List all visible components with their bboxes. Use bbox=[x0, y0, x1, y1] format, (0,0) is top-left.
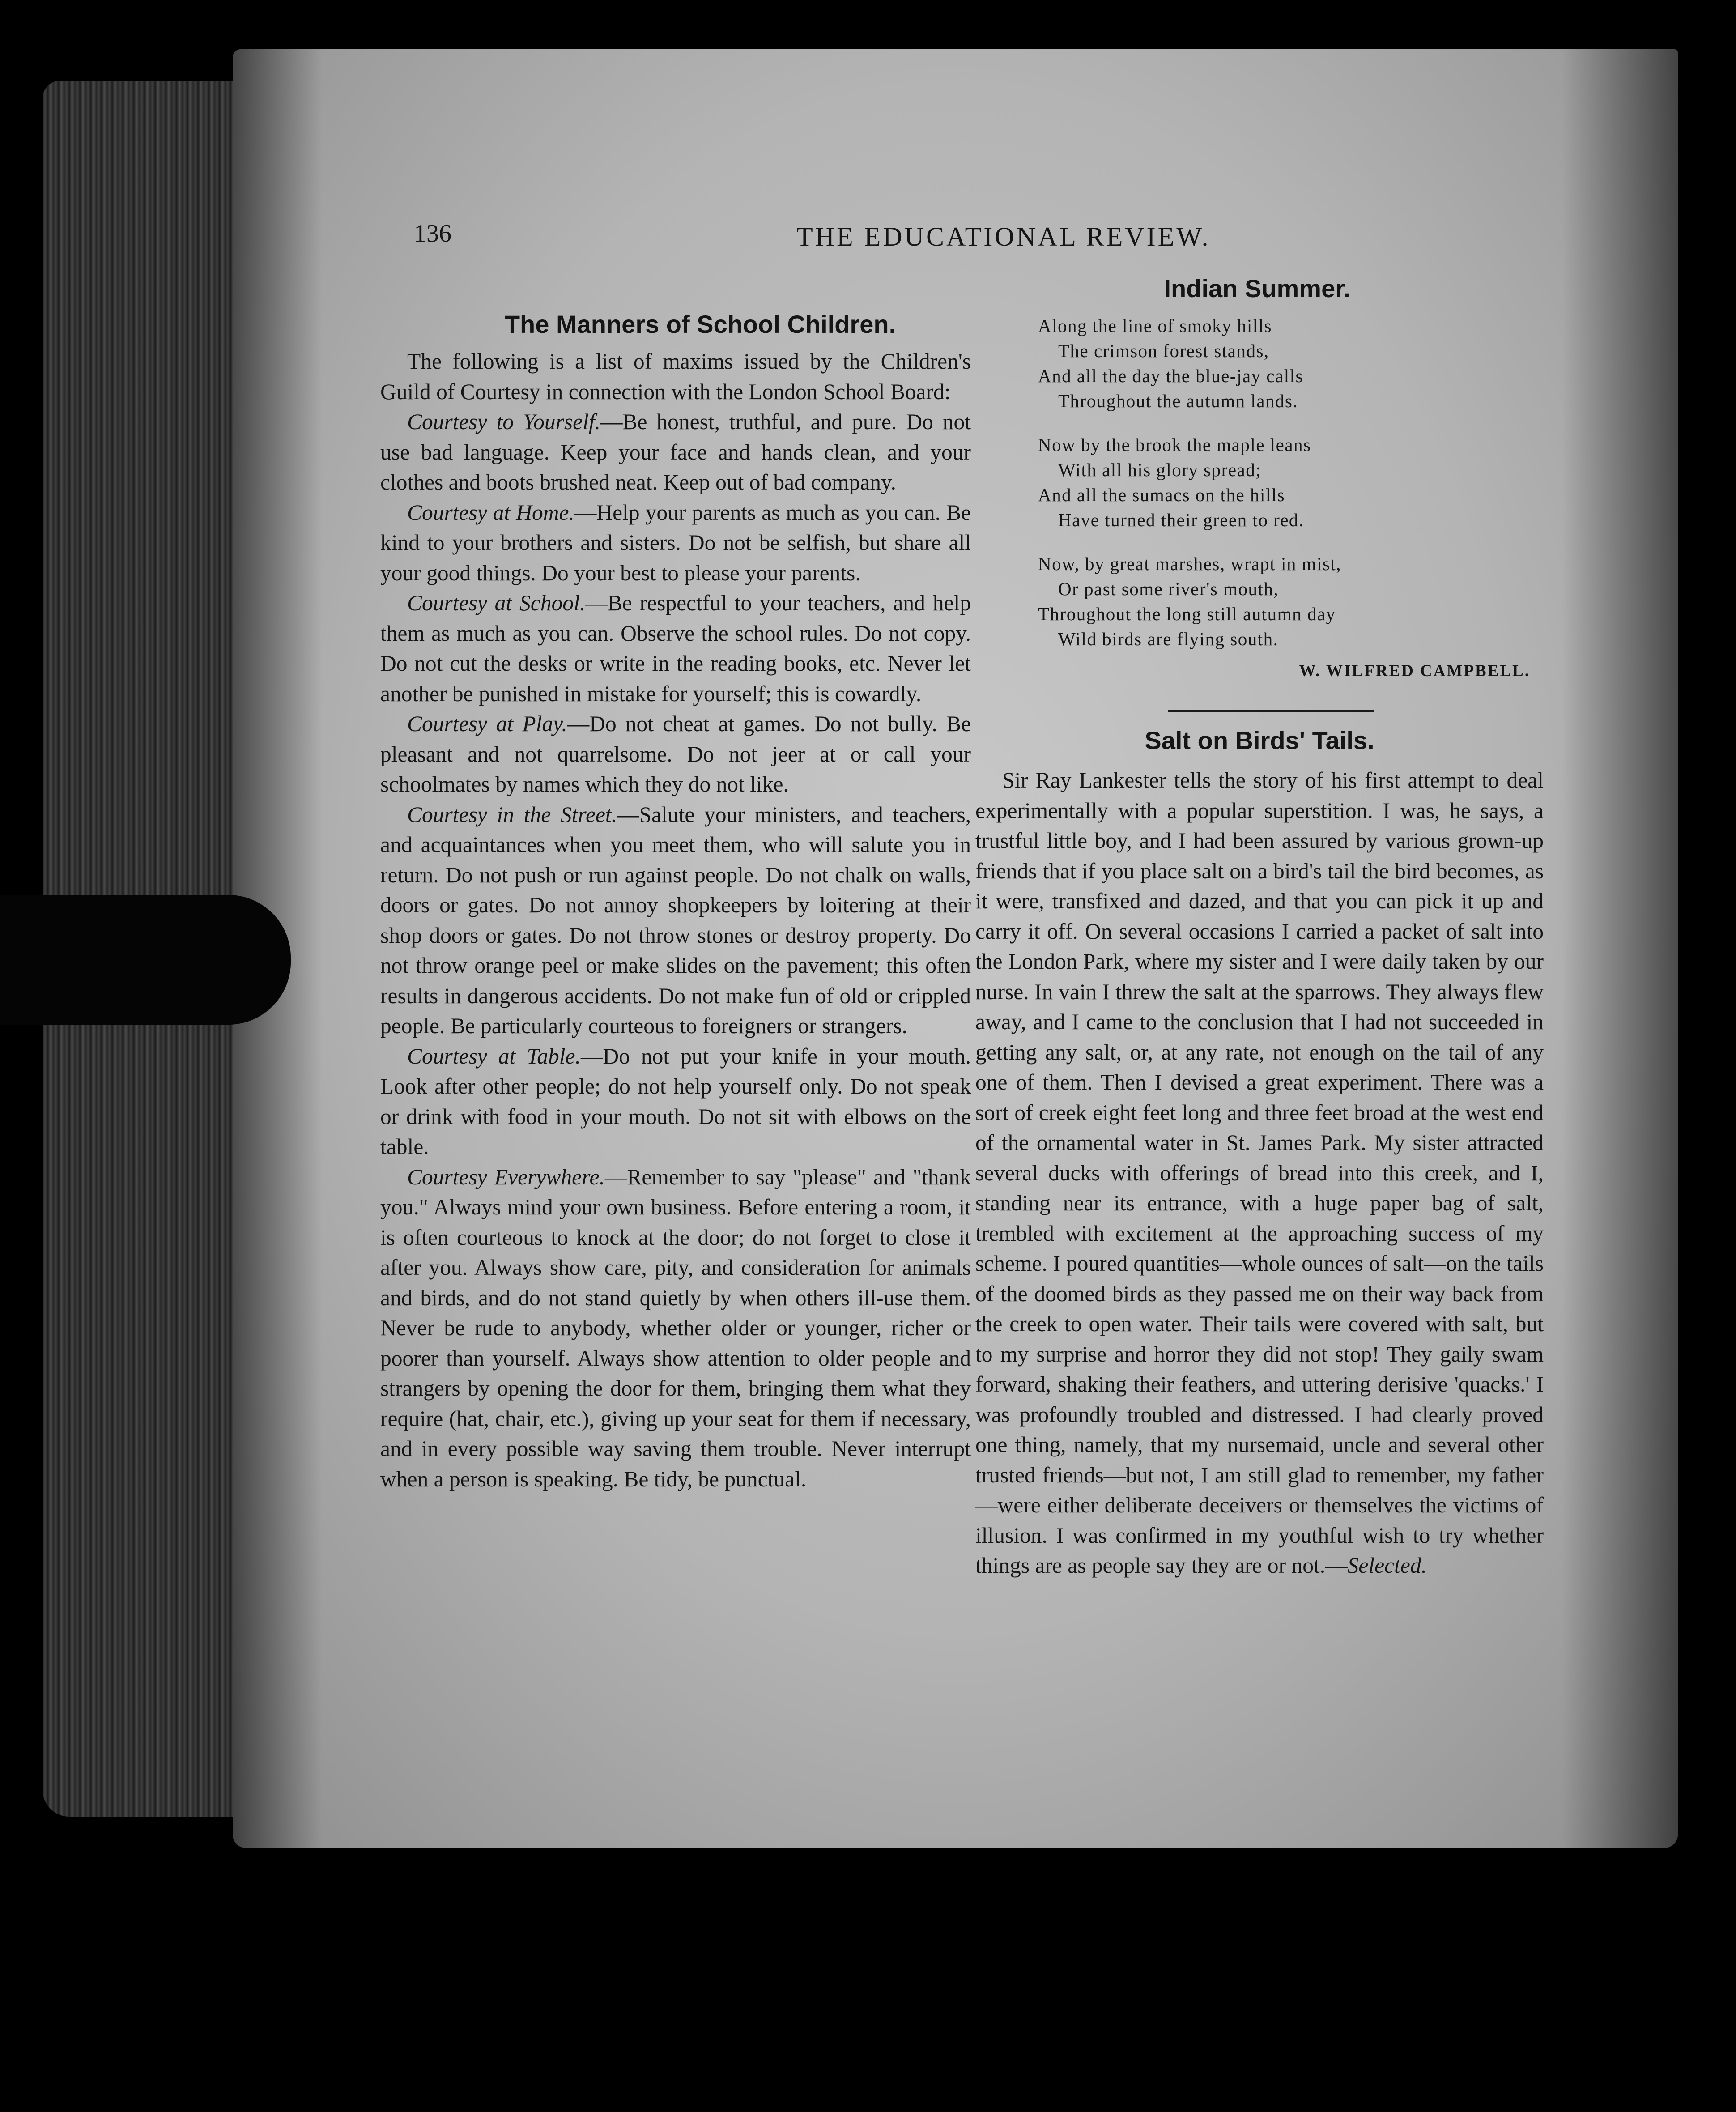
poem-line: Along the line of smoky hills bbox=[1038, 315, 1272, 336]
poem-line: Now, by great marshes, wrapt in mist, bbox=[1038, 554, 1341, 574]
poem-line: Have turned their green to red. bbox=[1058, 510, 1304, 530]
salt-body bbox=[975, 765, 1544, 1581]
maxim-text: —Remember to say "please" and "thank you." Always mind your own business. Before entering a room, it is often courteous to knock at the door; do not forget to close it after you. Always show care, pity, and consideration for animals and birds, and do not stand quietly by when others ill-use them. Never be rude to anybody, whether older or younger, richer or poorer than yourself. Always show attention to older people and strangers by opening the door for them, bringing them what they require (hat, chair, etc.), giving up your seat for them if necessary, and in every possible way saving them trouble. Never interrupt when a person is speaking. Be tidy, be punctual. bbox=[380, 1164, 971, 1491]
maxim-text: —Help your parents as much as you can. Be kind to your brothers and sisters. Do not be selfish, but share all your good things. Do your best to please your parents. bbox=[380, 500, 971, 585]
maxim-paragraph bbox=[380, 1162, 971, 1495]
maxim-paragraph bbox=[380, 800, 971, 1041]
maxim-paragraph bbox=[380, 709, 971, 800]
running-head: THE EDUCATIONAL REVIEW. bbox=[796, 222, 1211, 251]
maxim-text: —Be honest, truthful, and pure. Do not use bad language. Keep your face and hands clean, and your clothes and boots brushed neat. Keep out of bad company. bbox=[380, 409, 971, 494]
maxim-heading: Courtesy at Table. bbox=[407, 1043, 581, 1069]
poem-indian-summer bbox=[1038, 273, 1553, 681]
poem-line: The crimson forest stands, bbox=[1058, 341, 1269, 361]
manners-article bbox=[380, 309, 971, 1494]
poem-line: Wild birds are flying south. bbox=[1058, 629, 1279, 649]
page-edge-shadow bbox=[1562, 49, 1678, 1848]
poem-stanza bbox=[1038, 313, 1553, 413]
maxim-text: —Be respectful to your teachers, and help them as much as you can. Observe the school rules. Do not copy. Do not cut the desks or write in the reading books, etc. Never let another be punished in mistake for yourself; this is cowardly. bbox=[380, 591, 971, 706]
poem-author: W. WILFRED CAMPBELL. bbox=[1299, 662, 1530, 680]
poem-title: Indian Summer. bbox=[1164, 274, 1351, 302]
poem-line: And all the day the blue-jay calls bbox=[1038, 366, 1303, 386]
poem-stanza bbox=[1038, 551, 1553, 651]
manners-title: The Manners of School Children. bbox=[504, 310, 896, 338]
section-divider bbox=[1168, 710, 1374, 712]
maxim-paragraph bbox=[380, 407, 971, 498]
maxim-heading: Courtesy at School. bbox=[407, 591, 586, 615]
poem-line: Throughout the autumn lands. bbox=[1058, 391, 1298, 411]
maxim-paragraph bbox=[380, 588, 971, 709]
poem-line: Now by the brook the maple leans bbox=[1038, 434, 1311, 455]
salt-title: Salt on Birds' Tails. bbox=[1145, 726, 1374, 754]
salt-source: Selected. bbox=[1347, 1553, 1427, 1578]
salt-title-block bbox=[975, 725, 1544, 756]
maxim-heading: Courtesy to Yourself. bbox=[407, 409, 600, 434]
poem-line: Throughout the long still autumn day bbox=[1038, 604, 1336, 624]
poem-line: Or past some river's mouth, bbox=[1058, 579, 1279, 599]
maxim-text: —Do not put your knife in your mouth. Look after other people; do not help yourself only. Do not speak or drink with food in your mouth. Do not sit with elbows on the table. bbox=[380, 1043, 971, 1159]
poem-line: With all his glory spread; bbox=[1058, 460, 1262, 480]
maxim-heading: Courtesy Everywhere. bbox=[407, 1164, 605, 1189]
maxim-text: —Salute your ministers, and teachers, and acquaintances when you meet them, who will salute you in return. Do not push or run against people. Do not chalk on walls, doors or gates. Do not annoy shopkeepers by loitering at their shop doors or gates. Do not throw stones or destroy property. Do not throw orange peel or make slides on the pavement; this often results in dangerous accidents. Do not make fun of old or crippled people. Be particularly courteous to foreigners or strangers. bbox=[380, 802, 971, 1038]
manners-intro: The following is a list of maxims issued by the Children's Guild of Courtesy in connection with the London School Board: bbox=[380, 349, 971, 404]
page-number: 136 bbox=[414, 220, 451, 247]
maxim-text: —Do not cheat at games. Do not bully. Be pleasant and not quarrelsome. Do not jeer at or call your schoolmates by names which they do not like. bbox=[380, 711, 971, 796]
thumb-shadow bbox=[0, 895, 291, 1025]
salt-article bbox=[975, 765, 1544, 1581]
poem-line: And all the sumacs on the hills bbox=[1038, 485, 1285, 505]
maxim-paragraph bbox=[380, 1041, 971, 1162]
maxim-paragraph bbox=[380, 498, 971, 588]
poem-stanza bbox=[1038, 432, 1553, 532]
salt-text: Sir Ray Lankester tells the story of his first attempt to deal experimentally with a popular superstition. I was, he says, a trustful little boy, and I had been assured by various grown-up friends that if you place salt on a bird's tail the bird becomes, as it were, transfixed and dazed, and that you can pick it up and carry it off. On several occasions I carried a packet of salt into the London Park, where my sister and I were daily taken by our nurse. In vain I threw the salt at the sparrows. They always flew away, and I came to the conclusion that I had not succeeded in getting any salt, or, at any rate, not enough on the tail of any one of them. Then I devised a great experiment. There was a sort of creek eight feet long and three feet broad at the west end of the ornamental water in St. James Park. My sister attracted several ducks with offerings of bread into this creek, and I, standing near its entrance, with a huge paper bag of salt, trembled with excitement at the approaching success of my scheme. I poured quantities—whole ounces of salt—on the tails of the doomed birds as they passed me on their way back from the creek to open water. Their tails were covered with salt, but to my surprise and horror they did not stop! They gaily swam forward, shaking their feathers, and uttering derisive 'quacks.' I was profoundly troubled and distressed. I had clearly proved one thing, namely, that my nursemaid, uncle and several other trusted friends—but not, I am still glad to remember, my father—were either deliberate deceivers or themselves the victims of illusion. I was confirmed in my youthful wish to try whether things are as people say they are or not.— bbox=[975, 768, 1544, 1578]
maxim-heading: Courtesy at Play. bbox=[407, 711, 567, 736]
maxim-heading: Courtesy at Home. bbox=[407, 500, 574, 525]
maxim-heading: Courtesy in the Street. bbox=[407, 802, 617, 827]
